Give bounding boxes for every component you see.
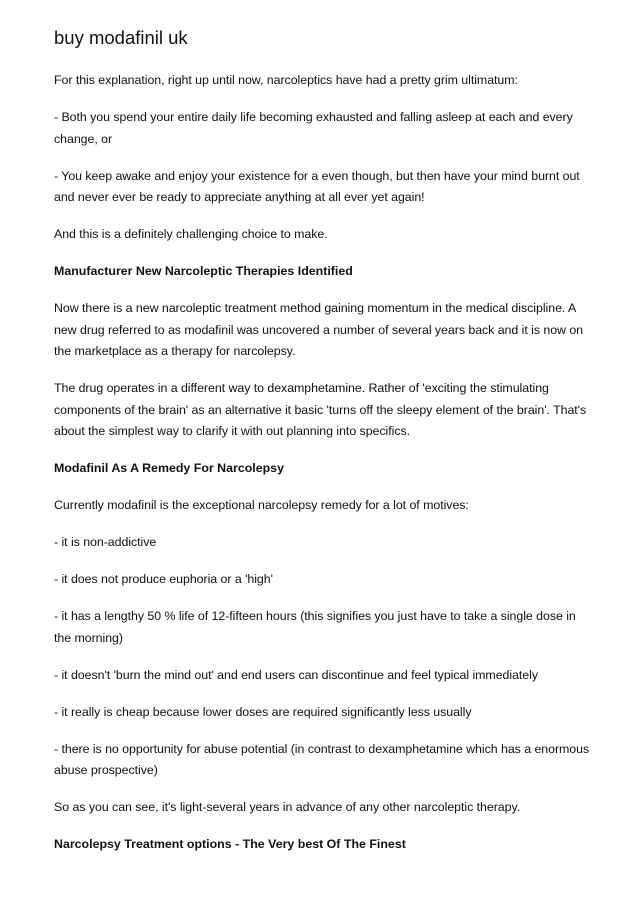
list-item: - it is non-addictive bbox=[54, 535, 157, 549]
option-1-paragraph: - Both you spend your entire daily life becoming exhausted and falling asleep at each and every change, or bbox=[54, 110, 573, 146]
document-page bbox=[54, 26, 594, 871]
summary-paragraph: So as you can see, it's light-several years in advance of any other narcoleptic therapy. bbox=[54, 800, 521, 814]
intro-paragraph: For this explanation, right up until now, narcoleptics have had a pretty grim ultimatum: bbox=[54, 73, 518, 87]
mechanism-paragraph: The drug operates in a different way to dexamphetamine. Rather of 'exciting the stimulating components of the brain' as an alternative it basic 'turns off the sleepy element of the brain'. That's about the simplest way to clarify it with out planning into specifics. bbox=[54, 381, 587, 438]
option-2-paragraph: - You keep awake and enjoy your existence for a even though, but then have your mind burnt out and never ever be ready to appreciate anything at all ever yet again! bbox=[54, 168, 580, 204]
list-item: - it does not produce euphoria or a 'high' bbox=[54, 572, 273, 586]
section-heading-remedy: Modafinil As A Remedy For Narcolepsy bbox=[54, 461, 284, 475]
choice-paragraph: And this is a definitely challenging choice to make. bbox=[54, 227, 328, 241]
therapy-paragraph: Now there is a new narcoleptic treatment method gaining momentum in the medical discipline. A new drug referred to as modafinil was uncovered a number of several years back and it is now on the marketplace as a therapy for narcolepsy. bbox=[54, 301, 584, 358]
list-item: - it doesn't 'burn the mind out' and end users can discontinue and feel typical immediately bbox=[54, 667, 538, 682]
list-item: - it has a lengthy 50 % life of 12-fifteen hours (this signifies you just have to take a single dose in the morning) bbox=[54, 609, 576, 645]
list-item: - there is no opportunity for abuse potential (in contrast to dexamphetamine which has a enormous abuse prospective) bbox=[54, 741, 590, 777]
section-heading-treatment-options: Narcolepsy Treatment options - The Very best Of The Finest bbox=[54, 837, 406, 851]
motives-paragraph: Currently modafinil is the exceptional narcolepsy remedy for a lot of motives: bbox=[54, 498, 469, 512]
list-item: - it really is cheap because lower doses are required significantly less usually bbox=[54, 704, 472, 719]
document-title: buy modafinil uk bbox=[54, 27, 188, 48]
section-heading-therapies: Manufacturer New Narcoleptic Therapies Identified bbox=[54, 264, 353, 278]
